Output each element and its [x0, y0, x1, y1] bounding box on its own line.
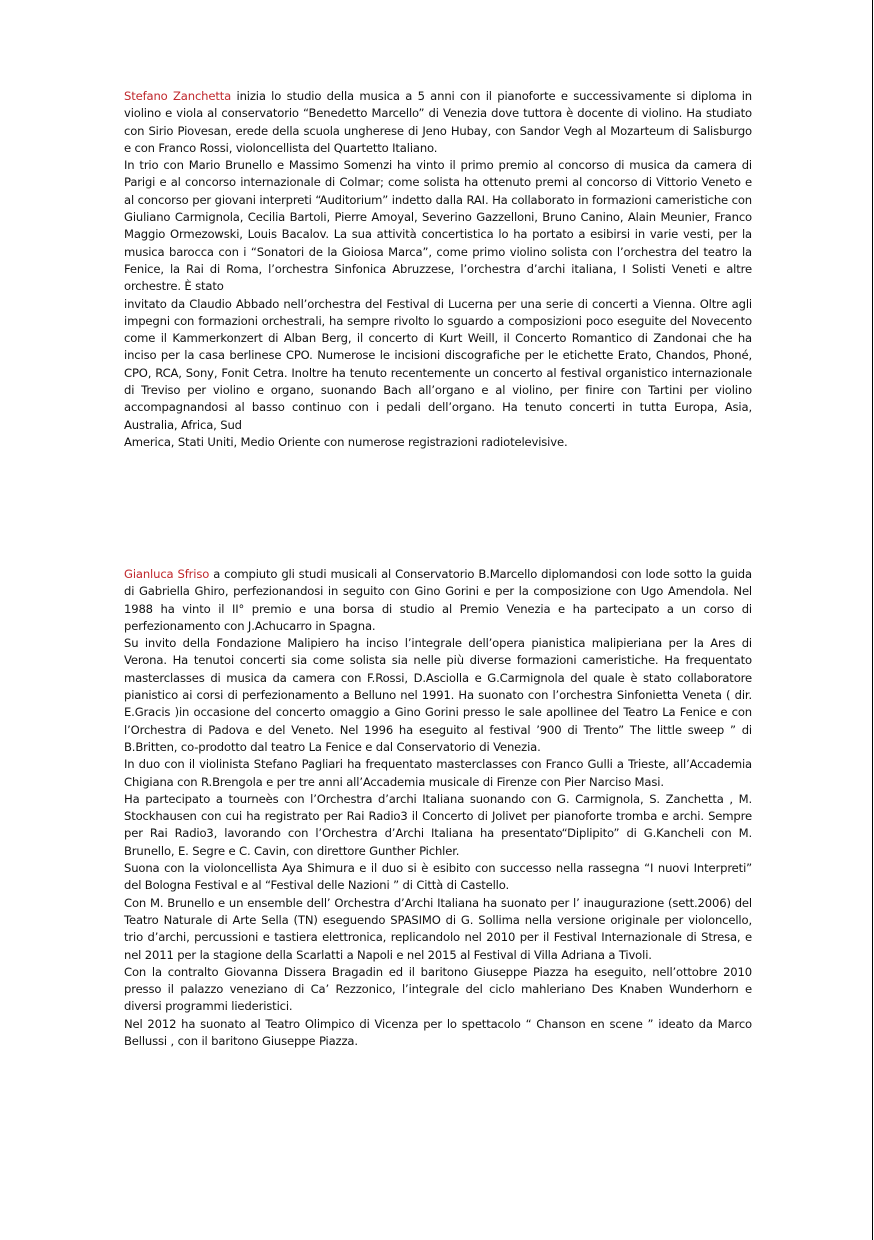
bio-paragraph: Su invito della Fondazione Malipiero ha inciso l’integrale dell’opera pianistica malipieriana per la Ares di Verona. Ha tenutoi concerti sia come solista sia nelle più diverse formazioni cameristiche. Ha frequentato masterclasses di musica da camera con F.Rossi, D.Asciolla e G.Carmignola del quale è stato collaboratore pianistico ai corsi di perfezionamento a Belluno nel 1991. Ha suonato con l’orchestra Sinfonietta Veneta ( dir. E.Gracis )in occasione del concerto omaggio a Gino Gorini presso le sale apollinee del Teatro La Fenice e con l’Orchestra di Padova e del Veneto. Nel 1996 ha eseguito al festival ’900 di Trento” The little sweep ” di B.Britten, co-prodotto dal teatro La Fenice e dal Conservatorio di Venezia. [124, 636, 752, 754]
bio-paragraph: Con la contralto Giovanna Dissera Bragadin ed il baritono Giuseppe Piazza ha eseguito, nell’ottobre 2010 presso il palazzo veneziano di Ca’ Rezzonico, l’integrale del ciclo mahleriano Des Knaben Wunderhorn e diversi programmi liederistici. [124, 964, 752, 1014]
page-edge-line [872, 0, 873, 1240]
bio-paragraph [124, 566, 752, 635]
bio-paragraph [124, 88, 752, 157]
bio-text: a compiuto gli studi musicali al Conservatorio B.Marcello diplomandosi con lode sotto la guida di Gabriella Ghiro, perfezionandosi in seguito con Gino Gorini e per la composizione con Ugo Amendola. Nel 1988 ha vinto il II° premio e una borsa di studio al Premio Venezia e ha partecipato a un corso di perfezionamento con J.Achucarro in Spagna. [124, 567, 752, 633]
musician-name: Stefano Zanchetta [124, 89, 232, 103]
bio-paragraph: Suona con la violoncellista Aya Shimura e il duo si è esibito con successo nella rassegna “I nuovi Interpreti” del Bologna Festival e al “Festival delle Nazioni ” di Città di Castello. [124, 861, 752, 893]
biography-gianluca-sfriso [124, 566, 752, 1050]
bio-paragraph: Ha partecipato a tourneès con l’Orchestra d’archi Italiana suonando con G. Carmignola, S. Zanchetta , M. Stockhausen con cui ha registrato per Rai Radio3 il Concerto di Jolivet per pianoforte tromba e archi. Sempre per Rai Radio3, lavorando con l’Orchestra d’Archi Italiana ha presentato“Diplipito” di G.Kancheli con M. Brunello, E. Segre e C. Cavin, con direttore Gunther Pichler. [124, 791, 752, 858]
bio-paragraph: In trio con Mario Brunello e Massimo Somenzi ha vinto il primo premio al concorso di musica da camera di Parigi e al concorso internazionale di Colmar; come solista ha ottenuto premi al concorso di Vittorio Veneto e al concorso per giovani interpreti “Auditorium” indetto dalla RAI. Ha collaborato in formazioni cameristiche con Giuliano Carmignola, Cecilia Bartoli, Pierre Amoyal, Severino Gazzelloni, Bruno Canino, Alain Meunier, Franco Maggio Ormezowski, Louis Bacalov. La sua attività concertistica lo ha portato a esibirsi in varie vesti, per la musica barocca con i “Sonatori de la Gioiosa Marca”, come primo violino solista con l’orchestra del teatro la Fenice, la Rai di Roma, l’orchestra Sinfonica Abruzzese, l’orchestra d’archi italiana, I Solisti Veneti e altre orchestre. È stato [124, 158, 752, 294]
bio-paragraph: invitato da Claudio Abbado nell’orchestra del Festival di Lucerna per una serie di concerti a Vienna. Oltre agli impegni con formazioni orchestrali, ha sempre rivolto lo sguardo a composizioni poco eseguite del Novecento come il Kammerkonzert di Alban Berg, il concerto di Kurt Weill, il Concerto Romantico di Zandonai che ha inciso per la casa berlinese CPO. Numerose le incisioni discografiche per le etichette Erato, Chandos, Phoné, CPO, RCA, Sony, Fonit Cetra. Inoltre ha tenuto recentemente un concerto al festival organistico internazionale di Treviso per violino e organo, suonando Bach all’organo e al violino, per finire con Tartini per violino accompagnandosi al basso continuo con i pedali dell’organo. Ha tenuto concerti in tutta Europa, Asia, Australia, Africa, Sud [124, 296, 752, 432]
bio-paragraph: Nel 2012 ha suonato al Teatro Olimpico di Vicenza per lo spettacolo “ Chanson en scene ” ideato da Marco Bellussi , con il baritono Giuseppe Piazza. [124, 1016, 752, 1049]
bio-paragraph: In duo con il violinista Stefano Pagliari ha frequentato masterclasses con Franco Gulli a Trieste, all’Accademia Chigiana con R.Brengola e per tre anni all’Accademia musicale di Firenze con Pier Narciso Masi. [124, 757, 752, 789]
bio-paragraph: Con M. Brunello e un ensemble dell’ Orchestra d’Archi Italiana ha suonato per l’ inaugurazione (sett.2006) del Teatro Naturale di Arte Sella (TN) eseguendo SPASIMO di G. Sollima nella versione originale per violoncello, trio d’archi, percussioni e tastiera elettronica, replicandolo nel 2010 per il Festival Internazionale di Stresa, e nel 2011 per la stagione della Scarlatti a Napoli e nel 2015 al Festival di Villa Adriana a Tivoli. [124, 895, 752, 962]
bio-text: inizia lo studio della musica a 5 anni con il pianoforte e successivamente si diploma in violino e viola al conservatorio “Benedetto Marcello” di Venezia dove tuttora è docente di violino. Ha studiato con Sirio Piovesan, erede della scuola ungherese di Jeno Hubay, con Sandor Vegh al Mozarteum di Salisburgo e con Franco Rossi, violoncellista del Quartetto Italiano. [124, 89, 753, 155]
bio-paragraph: America, Stati Uniti, Medio Oriente con numerose registrazioni radiotelevisive. [124, 434, 568, 449]
musician-name: Gianluca Sfriso [124, 567, 210, 581]
biography-stefano-zanchetta [124, 88, 752, 451]
